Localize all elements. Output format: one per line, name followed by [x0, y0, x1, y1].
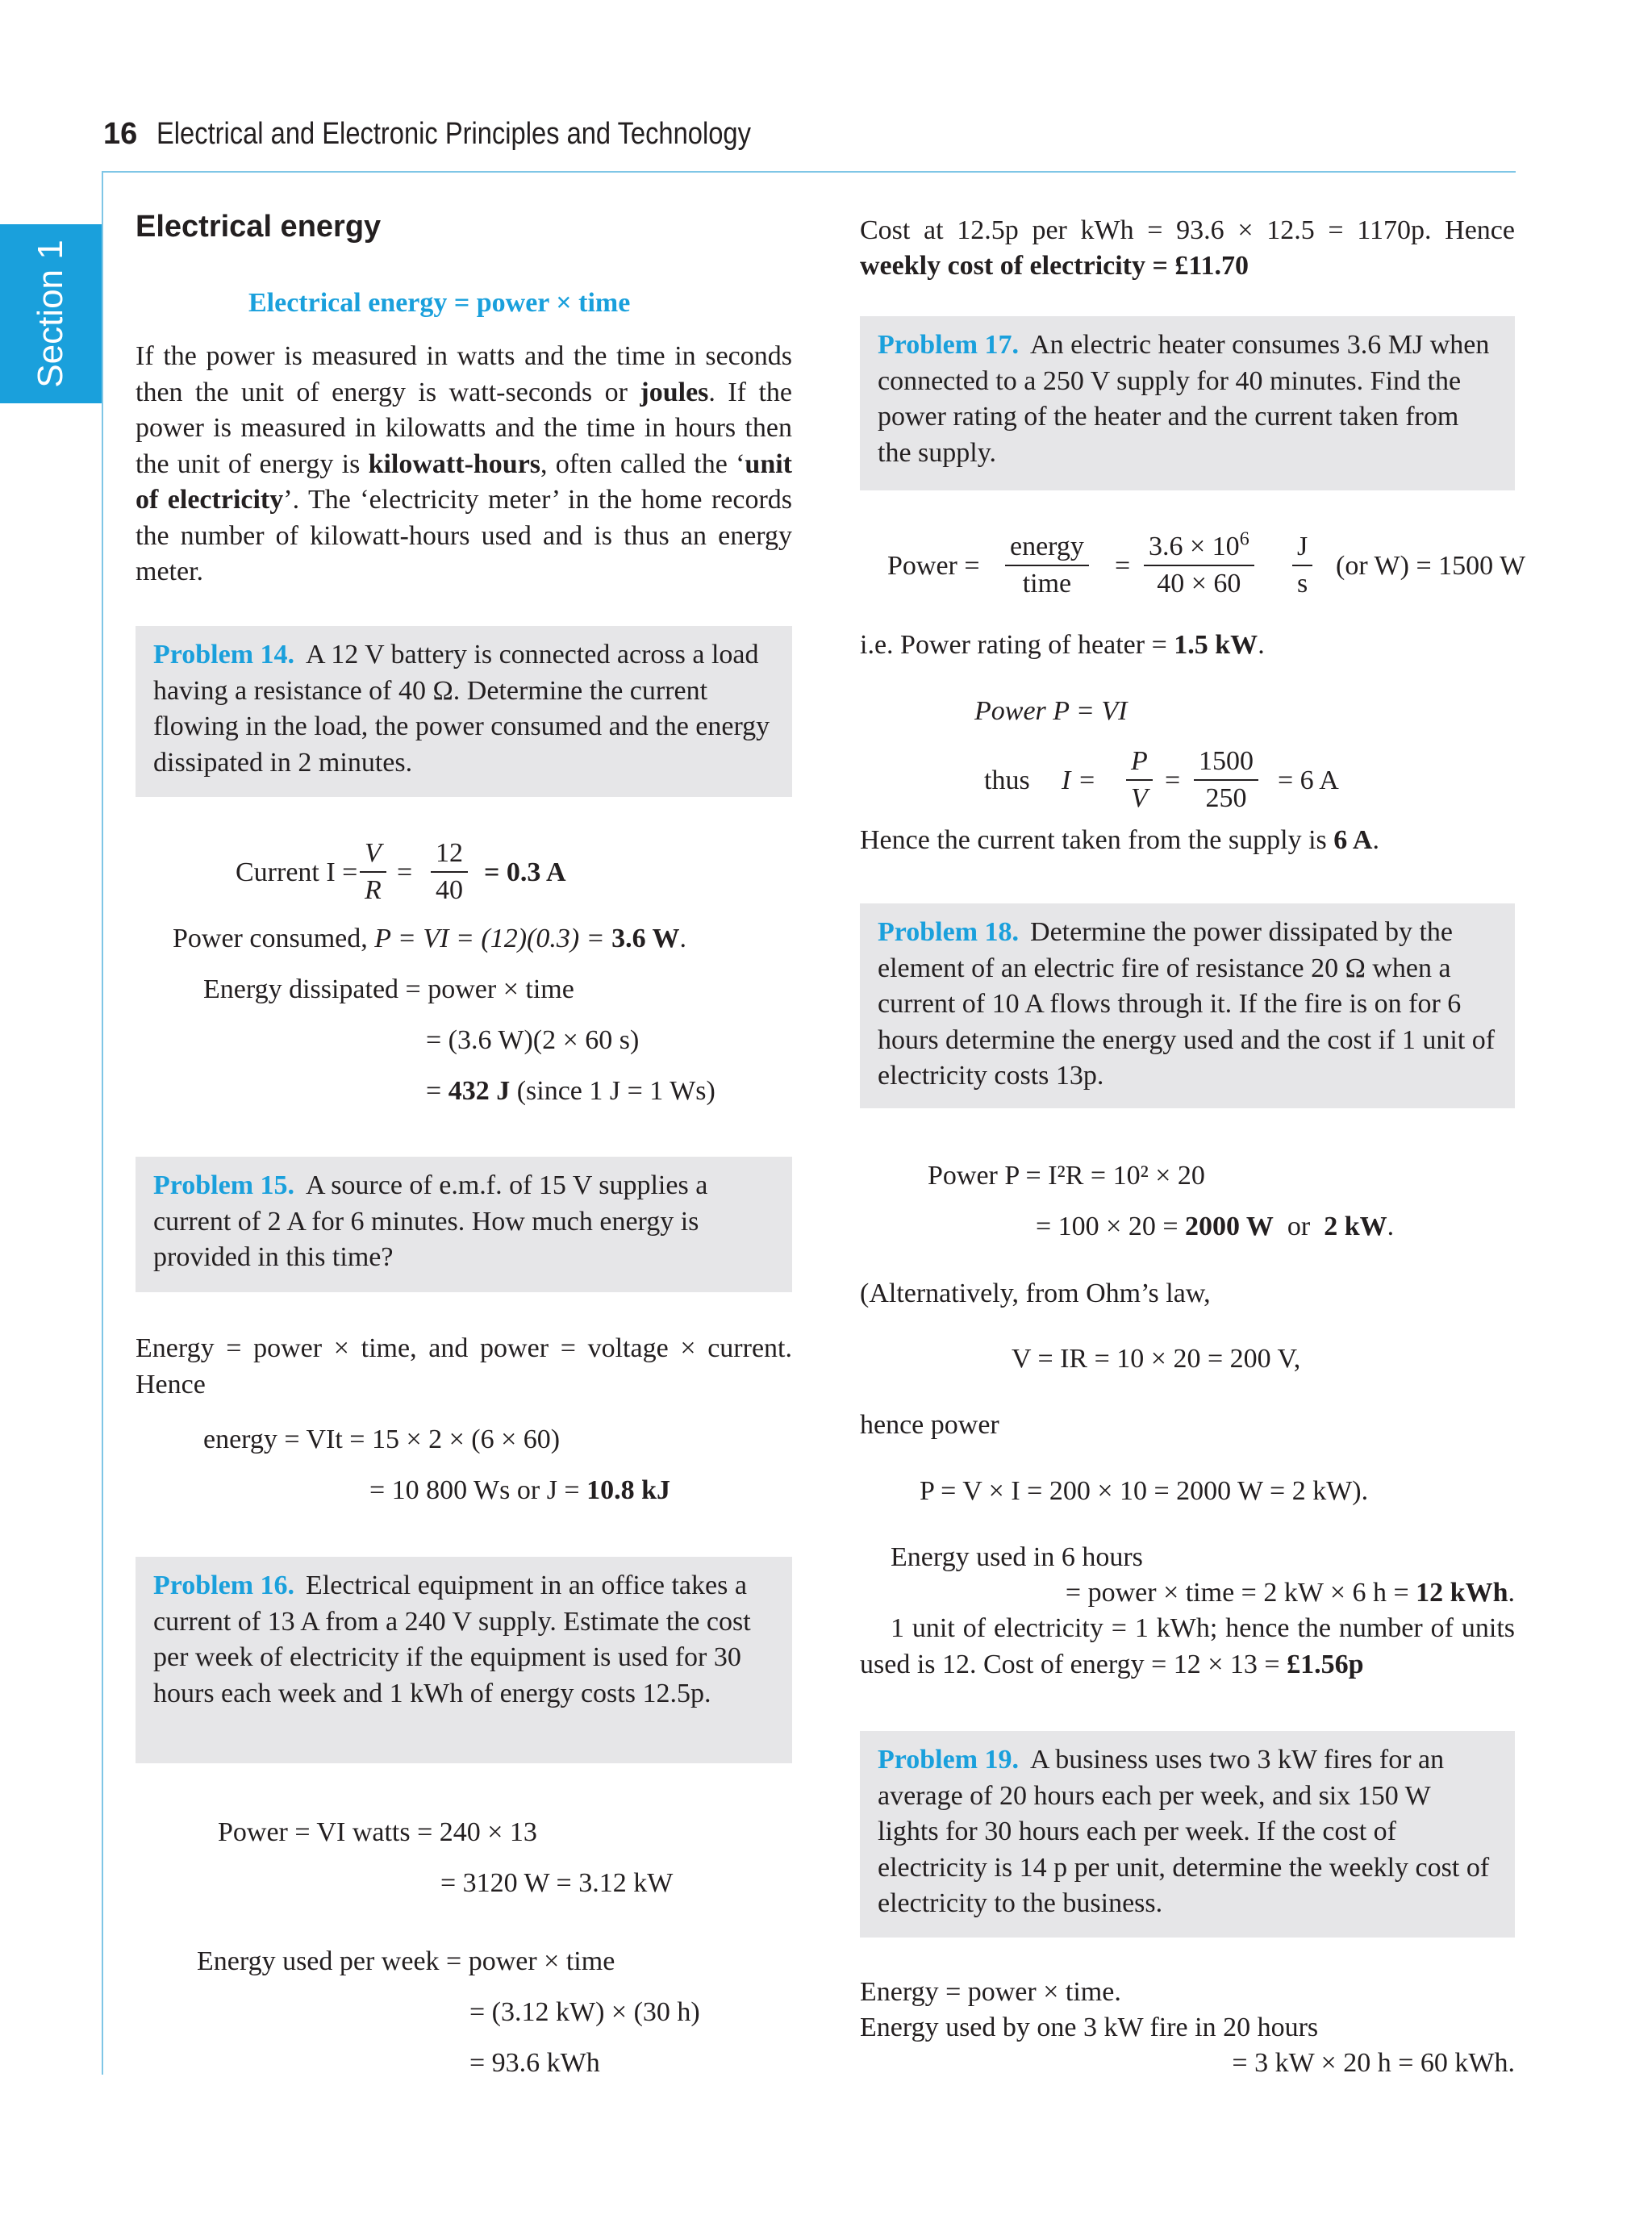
p14-energy-line3: = 432 J (since 1 J = 1 Ws) [426, 1076, 715, 1106]
problem-19-box [860, 1731, 1515, 1938]
problem-14-box [136, 626, 792, 797]
p16-eq1: Power = VI watts = 240 × 13 [218, 1817, 537, 1847]
p16-eq5: = 93.6 kWh [469, 2048, 600, 2078]
problem-17-label: Problem 17. [878, 330, 1020, 360]
p18-eq4: P = V × I = 200 × 10 = 2000 W = 2 kW). [920, 1476, 1369, 1506]
problem-17-text: An electric heater consumes 3.6 MJ when connected to a 250 V supply for 40 minutes. Find the power rating of the heater and the current taken from the supply. [878, 330, 1490, 468]
problem-18-text: Determine the power dissipated by the element of an electric fire of resistance 20 Ω when a current of 10 A flows through it. If the fire is on for 6 hours determine the energy used and the cost if 1 unit of electricity costs 13p. [878, 917, 1496, 1091]
p14-energy-line1: Energy dissipated = power × time [203, 974, 574, 1004]
p18-energy3: 1 unit of electricity = 1 kWh; hence the number of units used is 12. Cost of energy = 12 × 13 = £1.56p [860, 1613, 1515, 1679]
running-header [103, 117, 848, 152]
p18-eq2: = 100 × 20 = 2000 W or 2 kW. [1036, 1212, 1395, 1241]
p19-sol3: = 3 kW × 20 h = 60 kWh. [1232, 2048, 1515, 2078]
problem-16-box [136, 1557, 792, 1763]
problem-18-label: Problem 18. [878, 917, 1020, 947]
problem-15-label: Problem 15. [153, 1170, 295, 1200]
book-title: Electrical and Electronic Principles and Technology [156, 117, 752, 151]
p19-sol2: Energy used by one 3 kW fire in 20 hours [860, 2013, 1319, 2042]
cost-line: Cost at 12.5p per kWh = 93.6 × 12.5 = 1170p. Hence [860, 215, 1515, 245]
p18-hence: hence power [860, 1410, 999, 1440]
p18-eq1: Power P = I²R = 10² × 20 [928, 1161, 1205, 1191]
problem-16-label: Problem 16. [153, 1571, 295, 1600]
p18-energy2: = power × time = 2 kW × 6 h = 12 kWh. [1065, 1578, 1515, 1608]
p18-eq3: V = IR = 10 × 20 = 200 V, [1012, 1344, 1301, 1374]
p15-eq1: energy = VIt = 15 × 2 × (6 × 60) [203, 1425, 561, 1454]
p15-eq2: = 10 800 Ws or J = 10.8 kJ [369, 1475, 671, 1505]
p18-energy1: Energy used in 6 hours [891, 1542, 1143, 1572]
p14-energy-line2: = (3.6 W)(2 × 60 s) [426, 1025, 640, 1055]
problem-17-box [860, 316, 1515, 490]
section-tab [0, 224, 102, 403]
problem-14-label: Problem 14. [153, 640, 295, 669]
weekly-cost: weekly cost of electricity = £11.70 [860, 251, 1249, 281]
p14-power-eq: Power consumed, P = VI = (12)(0.3) = 3.6 W. [173, 924, 687, 953]
intro-paragraph: If the power is measured in watts and the time in seconds then the unit of energy is watt-seconds or joules. If the power is measured in kilowatts and the time in hours then the unit of energy is kilowatt-hours, often called the ‘unit of electricity’. The ‘electricity meter’ in the home records the number of kilowatt-hours used and is thus an energy meter. [136, 341, 792, 586]
margin-rule [102, 171, 103, 2075]
p16-eq4: = (3.12 kW) × (30 h) [469, 1997, 700, 2027]
section-heading: Electrical energy [136, 210, 382, 244]
header-rule [102, 171, 1516, 173]
problem-15-box [136, 1157, 792, 1292]
section-tab-label: Section 1 [31, 240, 70, 388]
problem-14-text: A 12 V battery is connected across a load having a resistance of 40 Ω. Determine the current flowing in the load, the power consumed and the energy dissipated in 2 minutes. [153, 640, 770, 778]
p16-eq2: = 3120 W = 3.12 kW [440, 1868, 674, 1898]
problem-18-box [860, 903, 1515, 1108]
problem-16-text: Electrical equipment in an office takes a current of 13 A from a 240 V supply. Estimate the cost per week of electricity if the equipment is used for 30 hours each week and 1 kWh of energy costs 12.5p. [153, 1571, 751, 1708]
problem-15-text: A source of e.m.f. of 15 V supplies a current of 2 A for 6 minutes. How much energy is provided in this time? [153, 1170, 708, 1272]
page-number: 16 [103, 117, 138, 151]
p19-sol1: Energy = power × time. [860, 1977, 1121, 2007]
energy-formula: Electrical energy = power × time [248, 288, 631, 318]
p17-conclusion: Hence the current taken from the supply is 6 A. [860, 825, 1379, 855]
p16-eq3: Energy used per week = power × time [197, 1946, 615, 1976]
problem-19-text: A business uses two 3 kW fires for an average of 20 hours each per week, and six 150 W lights for 30 hours each per week. If the cost of electricity is 14 p per unit, determine the weekly cost of electricity to the business. [878, 1745, 1490, 1918]
p17-rating: i.e. Power rating of heater = 1.5 kW. [860, 630, 1265, 660]
p15-solution-text: Energy = power × time, and power = voltage × current. Hence [136, 1333, 792, 1399]
p17-pvi: Power P = VI [974, 696, 1128, 726]
p18-alt: (Alternatively, from Ohm’s law, [860, 1279, 1211, 1308]
problem-19-label: Problem 19. [878, 1745, 1020, 1775]
